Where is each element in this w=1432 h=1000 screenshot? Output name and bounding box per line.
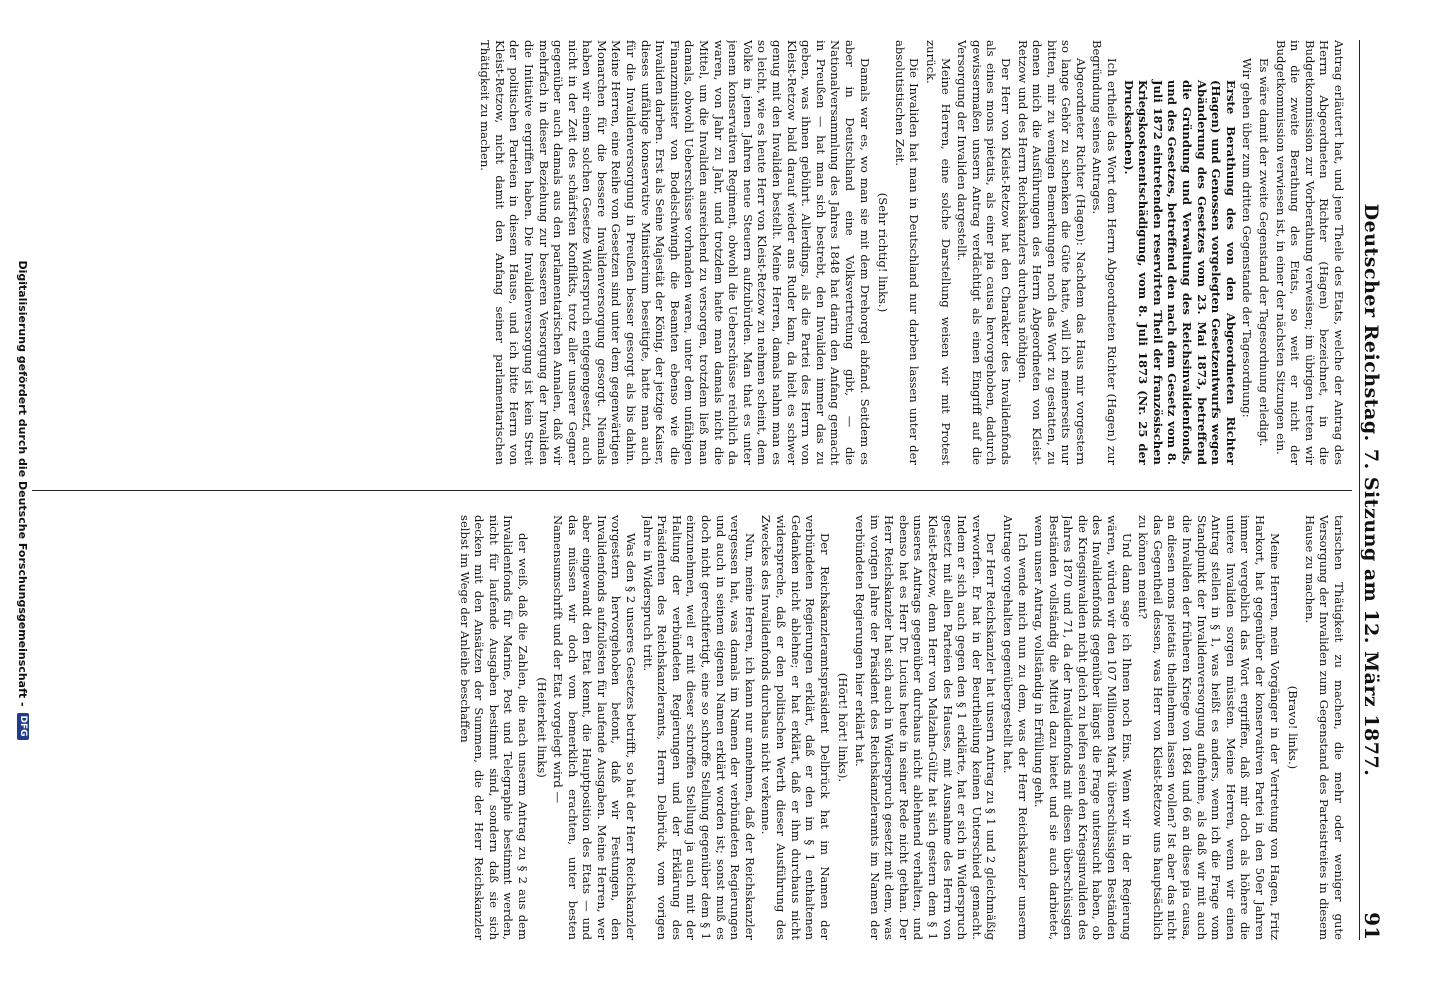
paragraph: Meine Herren, mein Vorgänger in der Vertretung von Hagen, Fritz Harkort, hat gegenüber der konservativen Partei in den 50er Jahren immer vergeblich das Wort ergriffen, daß mir doch als höhere die untere Invaliden sorgen müssten. Meine Herren, wenn wir einen Antrag stellen in § 1, was heißt es anders, wenn ich die Frage vom Standpunkt der Invalidenversorgung aufnehme, als daß wir mit auch die Invaliden der früheren Kriege von 1864 und 66 an diese pia causa, an diesen mons pietatis theilnehmen lassen wollen? Ist aber das nicht das Gegentheil dessen, was Herr von Kleist-Retzow uns hauptsächlich zu können meint? — [1136, 515, 1282, 940]
paragraph: Abgeordneter Richter (Hagen): Nachdem das Haus mir vorgestern so lange Gehör zu schenken die Güte hatte, will ich meinerseits nur bitten, mir zu wenigen Bemerkungen noch das Wort zu gestatten, zu denen mich die Ausführungen des Herrn Abgeordneten von Kleist-Retzow und des Herrn Reichskanzlers durchaus nöthigen. — [1015, 40, 1088, 465]
interjection: (Bravo! links.) — [1286, 685, 1301, 770]
paragraph: Wir gehen über zum dritten Gegenstande der Tagesordnung: — [1240, 58, 1255, 418]
right-column — [46, 515, 1346, 940]
paragraph: Antrag erläutert hat, und jene Theile des Etats, welche der Antrag des Herrn Abgeordneten Richter (Hagen) bezeichnet, in die Budgetkommission zur Vorberathung verweisen; im übrigen treten wir in die zweite Berathung des Etats, so weit er nicht der Budgetkommission verwiesen ist, in einer der nächsten Sitzungen ein. — [1273, 40, 1346, 465]
paragraph: Der Herr von Kleist-Retzow hat den Charakter des Invalidenfonds als eines mons pietatis, als einer pia causa hervorgehoben, dadurch gewissermaßen unsern Antrag verdächtigt als einen Eingriff auf die Versorgung der Invaliden dargestellt. — [955, 40, 1013, 465]
paragraph: Der Herr Reichskanzler hat unsern Antrag zu § 1 und 2 gleichmäßig verworfen. Er hat in der Beurtheilung keinen Unterschied gemacht. Indem er sich auch gegen den § 1 erklärte, hat er sich in Widerspruch gesetzt mit allen Parteien des Hauses, mit Ausnahme des Herrn von Kleist-Retzow, denn Herr von Malzahn-Gültz hat sich gestern dem § 1 unseres Antrags gegenüber durchaus nicht ablehnend verhalten, und ebenso hat es Herr Dr. Lucius heute in seiner Rede nicht gethan. Der Herr Reichskanzler hat sich auch in Widerspruch gesetzt mit dem, was im vorigen Jahre der Präsident des Reichskanzleramts im Namen der verbündeten Regierungen hier erklärt hat. — [853, 515, 999, 940]
page-number: 91 — [1360, 912, 1384, 940]
paragraph: Der Reichskanzleramtspräsident Delbrück hat im Namen der verbündeten Regierungen erklärt, daß er den im § 1 enthaltenen Gedanken nicht ablehne; er hat erklärt, daß er ihm durchaus nicht widerspreche, daß er den politischen Werth dieser Ausführung des Zweckes des Invalidenfonds durchaus nicht verkenne. — [759, 515, 832, 940]
page-header — [1359, 40, 1392, 940]
paragraph: tarischen Thätigkeit zu machen, die mehr oder weniger gute Versorgung der Invaliden zum Gegenstand des Parteistreites in diesem Hause zu machen. — [1302, 515, 1346, 940]
interjection: (Heiterkeit links) — [534, 677, 549, 778]
paragraph: Ich wende mich nun zu dem, was der Herr Reichskanzler unserm Antrage vorgehalten gegenübergestellt hat. — [1000, 515, 1030, 940]
paragraph: Damals war es, wo man sie mit dem Drehorgel abfand. Seitdem es aber in Deutschland eine Volksvertretung gibt, — die Nationalversammlung des Jahres 1848 hat darin den Anfang gemacht in Preußen — hat man sich bestrebt, den Invaliden immer das zu geben, was ihnen gebührt. Allerdings, als die Partei des Herrn von Kleist-Retzow bald darauf wieder ans Ruder kam, da hielt es schwer genug mit den Invaliden bestellt. Meine Herren, damals nahm man es so leicht, wie es heute Herr von Kleist-Retzow zu nehmen scheint, dem Volke in jenen Jahren neue Steuern aufzubürden. Man that es unter jenem konservativen Regiment, obwohl die Ueberschüsse reichlich da waren, von Jahr zu Jahr, und trotzdem hatte man damals nicht die Mittel, um die Invaliden ausreichend zu versorgen, trotzdem ließ man damals, obwohl Ueberschüsse vorhanden waren, unter dem unfähigen Finanzminister von Bodelschwingh die Beamten ebenso wie die Invaliden darben. Erst als Seine Majestät der König, der jetzige Kaiser, dieses unfähige konservative Ministerium beseitigte, hatte man auch für die Invalidenversorgung in Preußen besser gesorgt als bis dahin. Meine Herren, eine Reihe von Gesetzen sind unter dem gegenwärtigen Monarchen für die bessere Invalidenversorgung gesorgt. Niemals haben wir einem solchen Gesetze Widerspruch entgegengesetzt, auch nicht in der Zeit des schärfsten Konflikts, trotz aller unserer Gegner gegenüber auch damals aus den parlamentarischen Annalen, daß wir mehrfach in dieser Beziehung zur besseren Versorgung der Invaliden die Initiative ergriffen haben. Die Invalidenversorgung ist kein Streit der politischen Parteien in diesem Hause, und ich bitte Herrn von Kleist-Retzow, nicht damit den Anfang seiner parlamentarischen Thätigkeit zu machen. — [478, 40, 872, 465]
paragraph: Ich ertheile das Wort dem Herrn Abgeordneten Richter (Hagen) zur Begründung seines Antrages. — [1090, 40, 1120, 465]
paragraph: der weiß, daß die Zahlen, die nach unserm Antrag zu § 2 aus dem Invalidenfonds für Marine, Post und Telegraphie bestimmt werden, nicht für laufende Ausgaben bestimmt sind, sondern daß sie sich decken mit den Ansätzen der Summen, die der Herr Reichskanzler selbst im Wege der Anleihe beschaffen — [457, 515, 530, 940]
column-divider — [32, 490, 1352, 491]
left-column — [46, 40, 1346, 465]
paragraph: Und dann sage ich Ihnen noch Eins. Wenn wir in der Regierung wären, würden wir den 107 Millionen Mark überschüssigen Beständen des Invalidenfonds gegenüber längst die Frage untersucht haben, ob die Kriegsinvaliden nicht gleich zu helfen seien den Kriegsinvaliden des Jahres 1870 und 71, da der Invalidenfonds mit diesen überschüssigen Beständen vollständig die Mittel dazu bietet und sie auch darbietet, wenn unser Antrag, vollständig in Erfüllung geht. — [1032, 515, 1134, 940]
paragraph: Was den § 2 unseres Gesetzes betrifft, so hat der Herr Reichskanzler vorgestern hervorgehoben betont, daß wir Festungen, den Invalidenfonds aufzulösten für laufende Ausgaben. Meine Herren, wer aber eingewandt den Etat kennt, die Hauptposition des Etats — und das müssen wir doch vom bemerklich erachten, unter besten Namensumschrift und der Etat vorgelegt wird — — [551, 515, 639, 940]
interjection: (Sehr richtig! links.) — [876, 192, 891, 313]
paragraph: Die Invaliden hat man in Deutschland nur darben lassen unter der absolutistischen Zeit. — [892, 40, 922, 465]
agenda-item: Erste Berathung des von den Abgeordneten Richter (Hagen) und Genossen vorgelegten Gesetzentwurfs wegen Abänderung des Gesetzes vom 23. Mai 1873, betreffend die Gründung und Verwaltung des Reichsinvalidenfonds, und des Gesetzes, betreffend den nach dem Gesetz vom 8. Juli 1872 eintretenden reservirten Theil der französischen Kriegskostenentschädigung, vom 8. Juli 1873 (Nr. 25 der Drucksachen). — [1121, 80, 1238, 465]
paragraph: Nun, meine Herren, ich kann nur annehmen, daß der Reichskanzler vergessen hat, was damals im Namen der verbündeten Regierungen und auch in seinem eigenen Namen erklärt worden ist; sonst muß es doch nicht gerechtfertigt, eine so schroffe Stellung gegenüber dem § 1 einzunehmen, weil er mit dieser schroffen Stellung ja auch mit der Haltung der verbündeten Regierungen und der Erklärung des Präsidenten des Reichskanzleramts, Herrn Delbrück, vom vorigen Jahre in Widerspruch tritt. — [640, 515, 757, 940]
dfg-logo: DFG — [17, 713, 29, 740]
footer-text: Digitalisierung gefördert durch die Deutsche Forschungsgemeinschaft - — [16, 260, 30, 707]
paragraph: Meine Herren, eine solche Darstellung weisen wir mit Protest zurück. — [923, 40, 953, 465]
digitization-footer — [8, 0, 38, 1000]
paragraph: Es wäre damit der zweite Gegenstand der Tagesordnung erledigt. — [1257, 58, 1272, 447]
interjection: (Hört! hört! links). — [836, 672, 851, 783]
page-title: Deutscher Reichstag. 7. Sitzung am 12. März 1877. — [1360, 203, 1382, 777]
